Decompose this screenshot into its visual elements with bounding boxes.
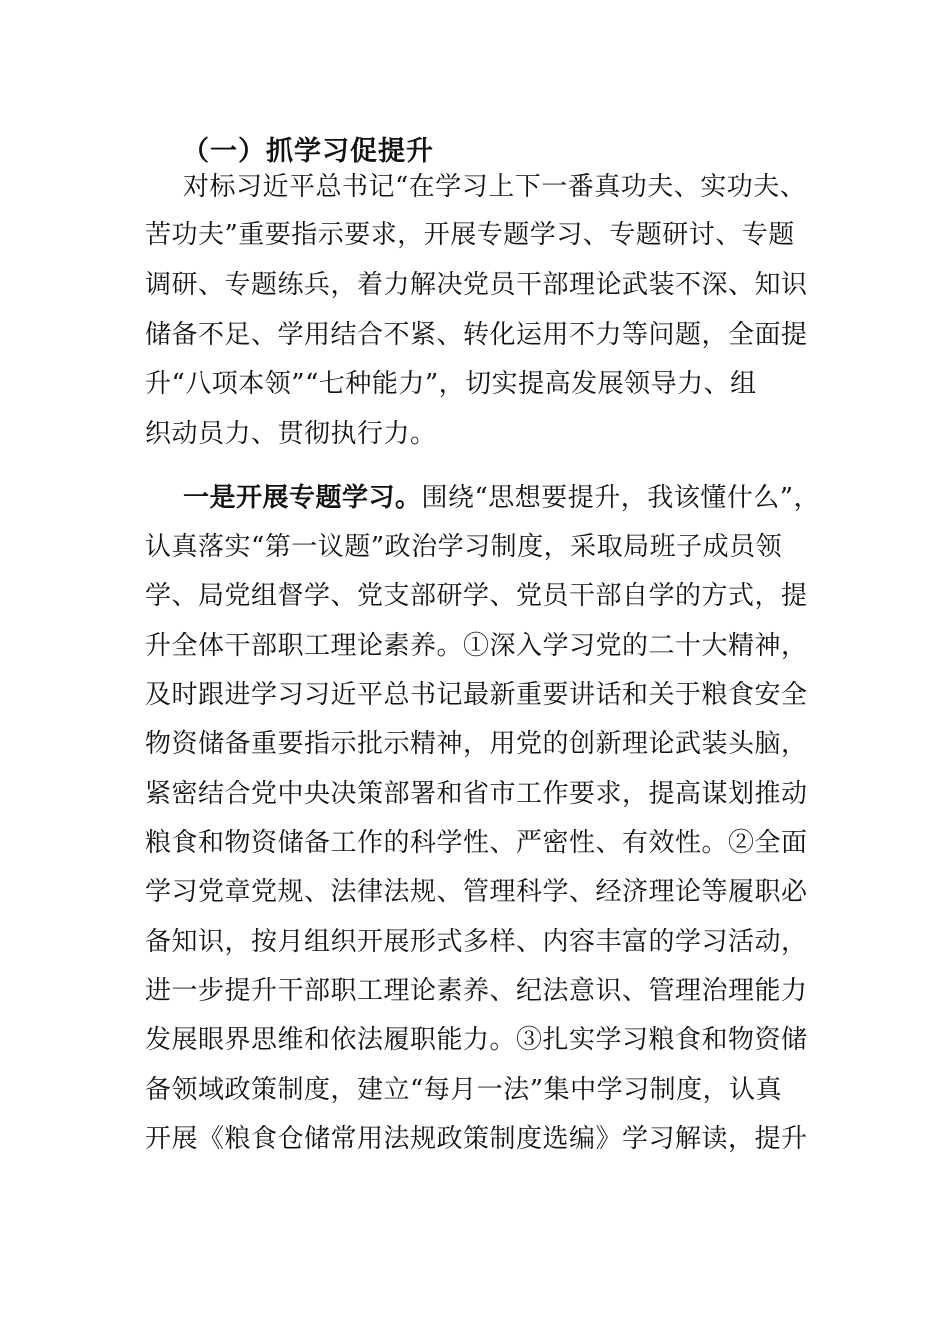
paragraph2-line: 开展《粮食仓储常用法规政策制度选编》学习解读，提升: [145, 1124, 808, 1154]
paragraph2-line: 紧密结合党中央决策部署和省市工作要求，提高谋划推动: [145, 779, 808, 809]
paragraph2-line: 升全体干部职工理论素养。①深入学习党的二十大精神，: [145, 631, 808, 661]
paragraph1-line: 储备不足、学用结合不紧、转化运用不力等问题，全面提: [145, 320, 808, 350]
paragraph2-line: 物资储备重要指示批示精神，用党的创新理论武装头脑，: [145, 729, 808, 759]
paragraph2-line: 认真落实“第一议题”政治学习制度，采取局班子成员领: [145, 532, 783, 562]
paragraph2-line: 备知识，按月组织开展形式多样、内容丰富的学习活动，: [145, 927, 808, 957]
paragraph2-first-line: [183, 478, 820, 518]
paragraph2-lead: 一是开展专题学习。: [183, 483, 422, 513]
paragraph1-line: 织动员力、贯彻执行力。: [145, 419, 437, 449]
paragraph2-line: 及时跟进学习习近平总书记最新重要讲话和关于粮食安全: [145, 680, 808, 710]
paragraph1-line: 苦功夫”重要指示要求，开展专题学习、专题研讨、专题: [145, 220, 795, 250]
paragraph2-line: 发展眼界思维和依法履职能力。③扎实学习粮食和物资储: [145, 1025, 808, 1055]
paragraph2-line: 粮食和物资储备工作的科学性、严密性、有效性。②全面: [145, 828, 808, 858]
paragraph1-line: 对标习近平总书记“在学习上下一番真功夫、实功夫、: [183, 172, 807, 202]
paragraph1-line: 调研、专题练兵，着力解决党员干部理论武装不深、知识: [145, 270, 808, 300]
paragraph2-first-line-rest: 围绕“思想要提升，我该懂什么”，: [421, 483, 821, 513]
section-heading: （一）抓学习促提升: [182, 136, 434, 167]
paragraph2-line: 进一步提升干部职工理论素养、纪法意识、管理治理能力: [145, 976, 808, 1006]
paragraph2-line: 学、局党组督学、党支部研学、党员干部自学的方式，提: [145, 581, 808, 611]
paragraph1-line: 升“八项本领”“七种能力”，切实提高发展领导力、组: [145, 369, 757, 399]
paragraph2-line: 学习党章党规、法律法规、管理科学、经济理论等履职必: [145, 877, 808, 907]
paragraph2-line: 备领域政策制度，建立“每月一法”集中学习制度，认真: [145, 1075, 783, 1105]
